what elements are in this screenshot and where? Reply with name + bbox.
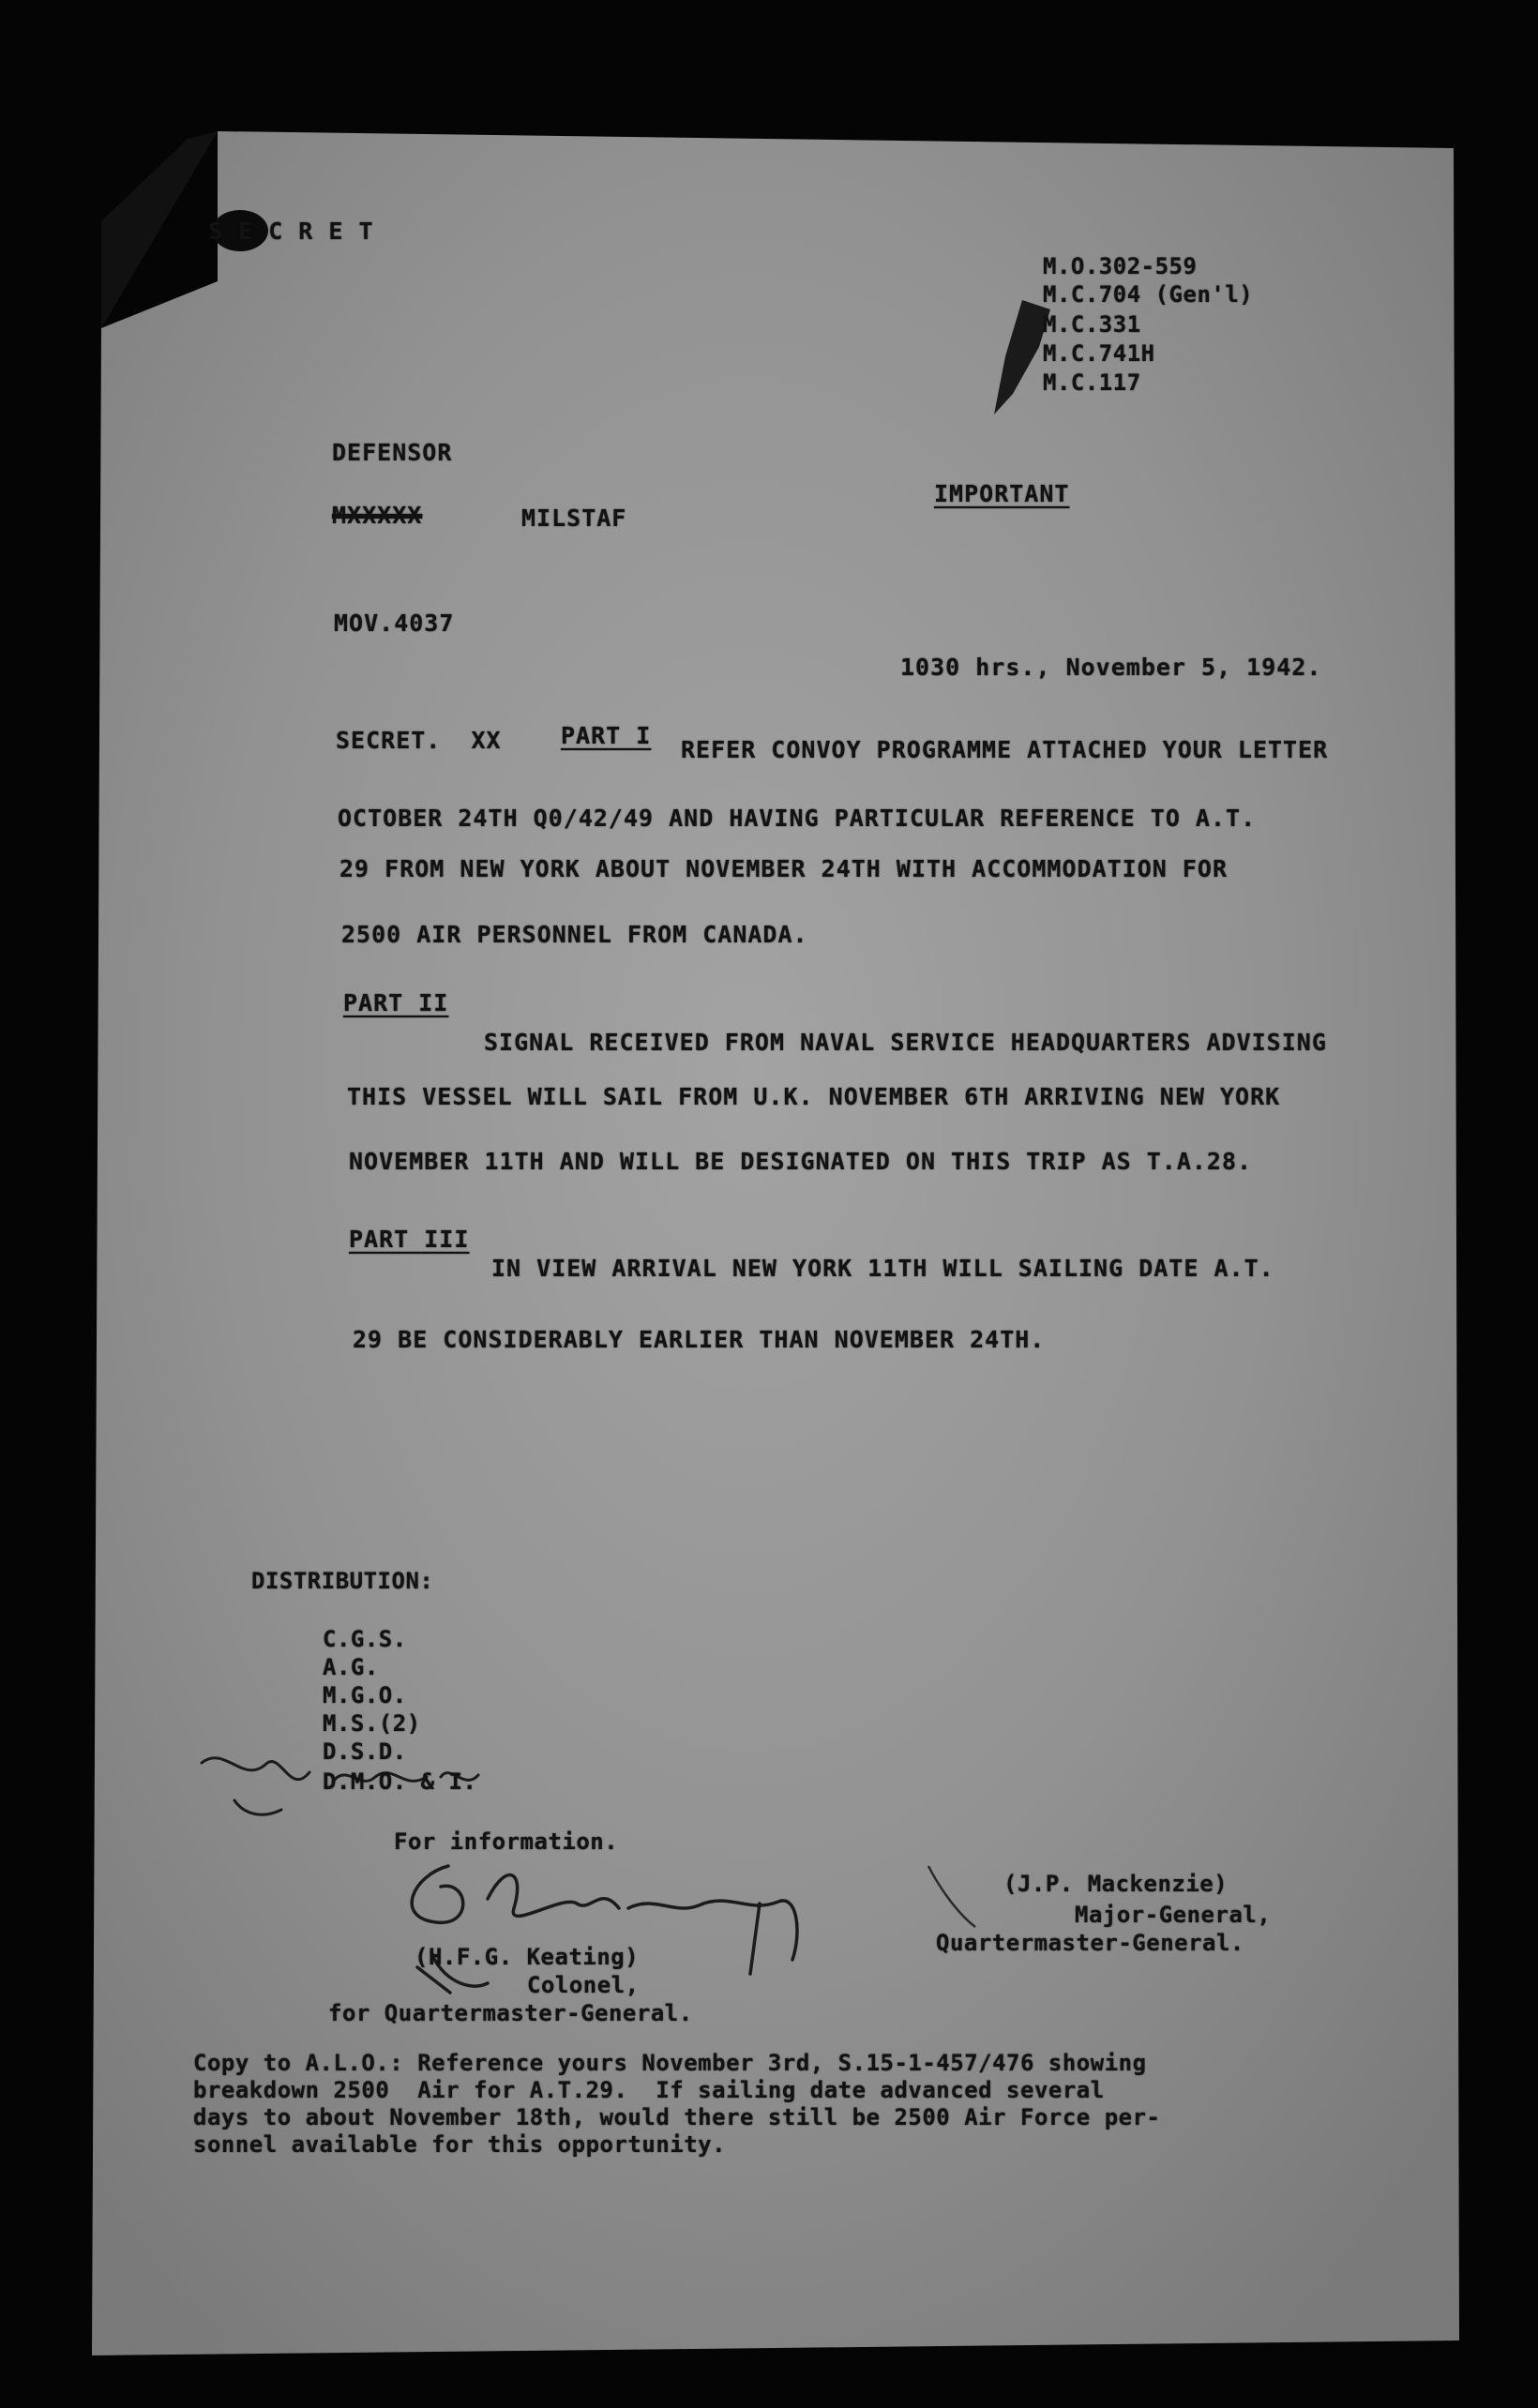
part1-prefix: SECRET. XX [336,727,502,754]
torn-mark [994,300,1050,414]
signer-right-title: Quartermaster-General. [936,1930,1244,1956]
distribution-title: DISTRIBUTION: [251,1568,434,1594]
part1-line-1: REFER CONVOY PROGRAMME ATTACHED YOUR LETTER [681,736,1329,763]
distribution-item: C.G.S. [323,1626,407,1652]
addressee-line-1: DEFENSOR [332,439,453,466]
distribution-item: D.M.O. & I. [323,1768,477,1795]
distribution-item: D.S.D. [323,1738,407,1765]
part1-line-3: 29 FROM NEW YORK ABOUT NOVEMBER 24TH WITH ACCOMMODATION FOR [339,855,1229,882]
distribution-item: A.G. [323,1654,379,1680]
file-ref-2: M.C.704 (Gen'l) [1043,281,1254,308]
part1-label: PART I [561,722,652,749]
copy-line: breakdown 2500 Air for A.T.29. If sailing date advanced several [193,2077,1105,2103]
message-datetime: 1030 hrs., November 5, 1942. [900,654,1322,681]
file-ref-4: M.C.741H [1043,340,1155,367]
copy-line: sonnel available for this opportunity. [193,2131,727,2158]
part3-label: PART III [349,1226,470,1253]
classification-stamp: S E C R E T [208,218,374,245]
part2-line-3: NOVEMBER 11TH AND WILL BE DESIGNATED ON THIS TRIP AS T.A.28. [349,1148,1253,1175]
part3-line-2: 29 BE CONSIDERABLY EARLIER THAN NOVEMBER 24TH. [353,1326,1046,1353]
signer-left-name: (H.F.G. Keating) [415,1944,640,1970]
file-ref-1: M.O.302-559 [1043,253,1198,279]
for-information: For information. [394,1829,619,1855]
part2-label: PART II [343,989,449,1016]
signer-right-name: (J.P. Mackenzie) [1003,1871,1229,1897]
file-ref-3: M.C.331 [1043,311,1141,338]
part1-line-2: OCTOBER 24TH Q0/42/49 AND HAVING PARTICULAR REFERENCE TO A.T. [338,805,1257,832]
part2-line-2: THIS VESSEL WILL SAIL FROM U.K. NOVEMBER 6TH ARRIVING NEW YORK [347,1083,1281,1110]
addressee-struck: MXXXXX [332,502,423,529]
distribution-item: M.S.(2) [323,1710,421,1737]
copy-line: days to about November 18th, would there still be 2500 Air Force per- [193,2104,1161,2130]
message-number: MOV.4037 [334,610,455,637]
signer-left-for: for Quartermaster-General. [328,2000,693,2026]
part2-line-1: SIGNAL RECEIVED FROM NAVAL SERVICE HEADQUARTERS ADVISING [484,1029,1327,1056]
file-ref-5: M.C.117 [1043,369,1141,396]
signer-left-rank: Colonel, [527,1972,640,1998]
part1-line-4: 2500 AIR PERSONNEL FROM CANADA. [341,921,808,948]
part3-line-1: IN VIEW ARRIVAL NEW YORK 11TH WILL SAILING DATE A.T. [491,1255,1274,1282]
handwritten-mark-right [928,1866,975,1927]
distribution-item: M.G.O. [323,1682,407,1708]
signer-right-rank: Major-General, [1075,1902,1272,1928]
copy-line: Copy to A.L.O.: Reference yours November 3rd, S.15-1-457/476 showing [193,2050,1147,2076]
priority-label: IMPORTANT [934,480,1070,507]
addressee-line-2: MILSTAF [521,504,627,532]
